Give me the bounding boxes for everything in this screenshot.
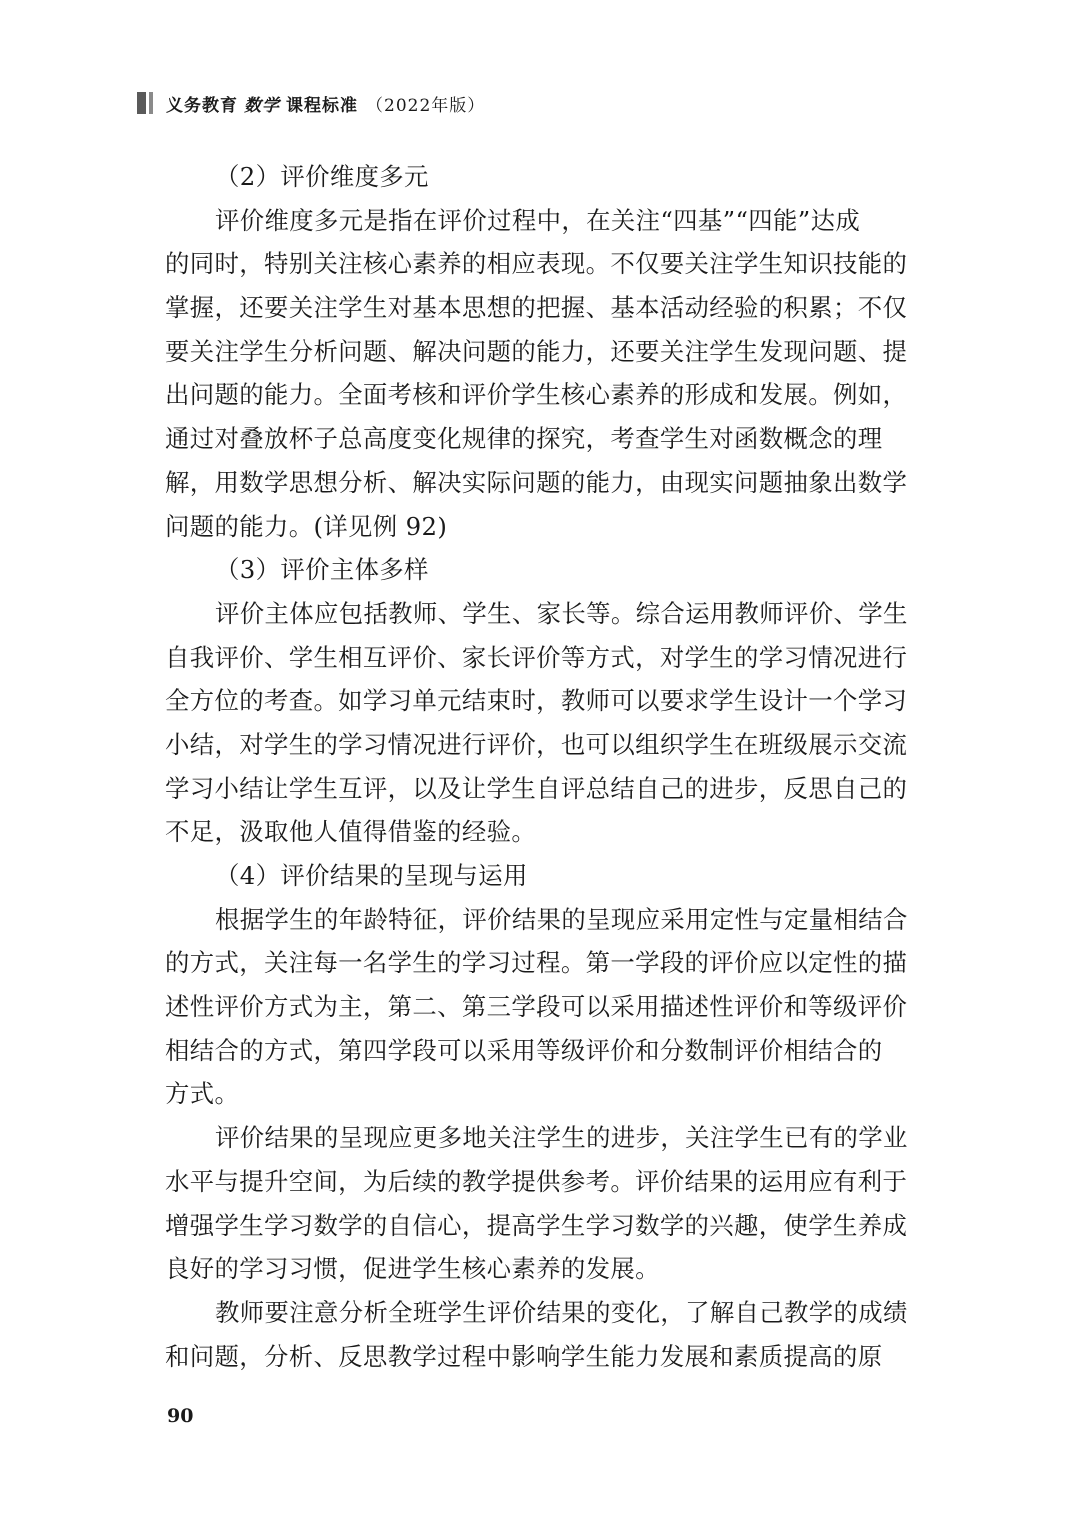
header-title-prefix: 义务教育 (166, 95, 238, 116)
text-line: 问题的能力。(详见例 92) (165, 511, 448, 541)
text-line: 学习小结让学生互评，以及让学生自评总结自己的进步，反思自己的 (165, 773, 908, 803)
text-line: 的方式，关注每一名学生的学习过程。第一学段的评价应以定性的描 (165, 948, 908, 978)
text-line: 相结合的方式，第四学段可以采用等级评价和分数制评价相结合的 (165, 1035, 883, 1065)
body-text (165, 155, 925, 1378)
header-title (166, 91, 485, 116)
text-line: 根据学生的年龄特征，评价结果的呈现应采用定性与定量相结合 (215, 904, 908, 934)
text-line: 方式。 (165, 1079, 240, 1109)
text-line: 的同时，特别关注核心素养的相应表现。不仅要关注学生知识技能的 (165, 249, 908, 279)
text-line: 评价主体应包括教师、学生、家长等。综合运用教师评价、学生 (215, 598, 908, 628)
text-line: 和问题，分析、反思教学过程中影响学生能力发展和素质提高的原 (165, 1341, 883, 1371)
text-line: 全方位的考查。如学习单元结束时，教师可以要求学生设计一个学习 (165, 686, 908, 716)
text-line: 小结，对学生的学习情况进行评价，也可以组织学生在班级展示交流 (165, 729, 908, 759)
text-line: 掌握，还要关注学生对基本思想的把握、基本活动经验的积累；不仅 (165, 293, 908, 323)
running-header (137, 90, 485, 116)
text-line: 解，用数学思想分析、解决实际问题的能力，由现实问题抽象出数学 (165, 467, 908, 497)
text-line: 通过对叠放杯子总高度变化规律的探究，考查学生对函数概念的理 (165, 424, 883, 454)
header-edition: （2022年版） (366, 95, 486, 116)
page-number: 90 (167, 1405, 194, 1427)
text-line: 评价维度多元是指在评价过程中，在关注“四基”“四能”达成 (215, 205, 861, 235)
text-line: 出问题的能力。全面考核和评价学生核心素养的形成和发展。例如， (165, 380, 908, 410)
text-line: （4）评价结果的呈现与运用 (215, 861, 528, 890)
text-line: 要关注学生分析问题、解决问题的能力，还要关注学生发现问题、提 (165, 336, 908, 366)
header-subject: 数学 (244, 95, 280, 116)
header-bars-icon (137, 92, 156, 114)
text-line: 述性评价方式为主，第二、第三学段可以采用描述性评价和等级评价 (165, 992, 908, 1022)
text-line: 教师要注意分析全班学生评价结果的变化，了解自己教学的成绩 (215, 1297, 908, 1327)
header-title-suffix: 课程标准 (286, 95, 358, 116)
text-line: 水平与提升空间，为后续的教学提供参考。评价结果的运用应有利于 (165, 1166, 908, 1196)
text-line: 自我评价、学生相互评价、家长评价等方式，对学生的学习情况进行 (165, 642, 908, 672)
text-line: 评价结果的呈现应更多地关注学生的进步，关注学生已有的学业 (215, 1123, 908, 1153)
text-line: 良好的学习习惯，促进学生核心素养的发展。 (165, 1254, 660, 1284)
text-line: （2）评价维度多元 (215, 162, 429, 191)
text-line: （3）评价主体多样 (215, 555, 429, 585)
text-line: 增强学生学习数学的自信心，提高学生学习数学的兴趣，使学生养成 (165, 1210, 908, 1240)
text-line: 不足，汲取他人值得借鉴的经验。 (165, 817, 537, 847)
